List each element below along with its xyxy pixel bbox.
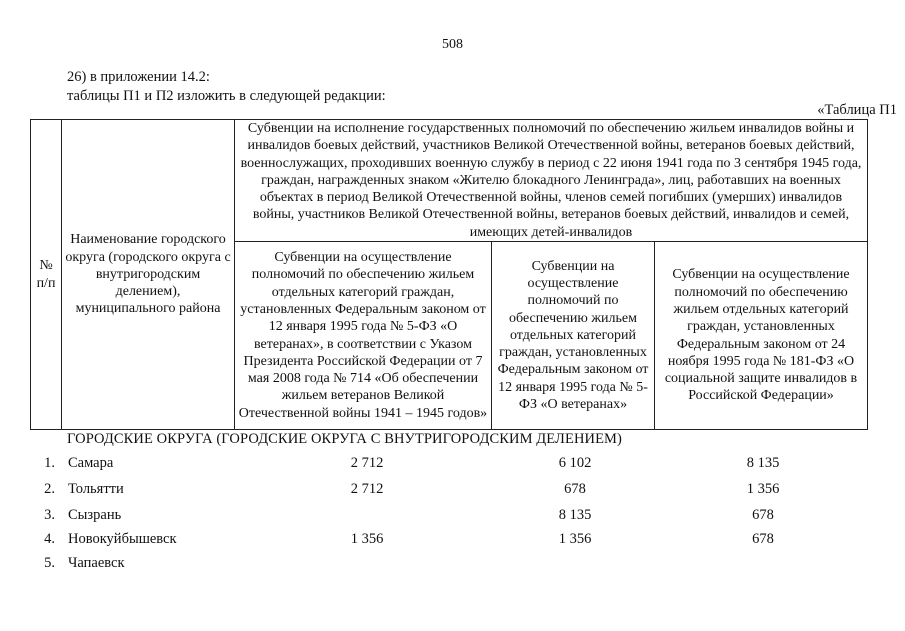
row-value-1: 2 712 bbox=[350, 481, 384, 497]
table-caption: «Таблица П1 bbox=[817, 102, 897, 118]
header-subsidy-presidential-decree: Субвенции на осуществление полномочий по обеспечению жильем отдельных категорий граждан, установленных Федеральным законом от 12 января 1995 года № 5-ФЗ «О ветеранах», в соответствии с Указом Президента Российской Федерации от 7 мая 2008 года № 714 «Об обеспечении жильем ветеранов Великой Отечественной войны 1941 – 1945 годов» bbox=[235, 242, 492, 430]
table-header bbox=[30, 119, 868, 430]
row-name: Новокуйбышевск bbox=[68, 531, 177, 547]
row-number: 1. bbox=[44, 455, 55, 471]
row-name: Самара bbox=[68, 455, 114, 471]
table-row bbox=[0, 481, 905, 501]
intro-line-2: таблицы П1 и П2 изложить в следующей редакции: bbox=[67, 88, 386, 104]
row-value-2: 6 102 bbox=[558, 455, 592, 471]
row-name: Чапаевск bbox=[68, 555, 125, 571]
section-title: ГОРОДСКИЕ ОКРУГА (ГОРОДСКИЕ ОКРУГА С ВНУТРИГОРОДСКИМ ДЕЛЕНИЕМ) bbox=[67, 431, 622, 447]
row-number: 5. bbox=[44, 555, 55, 571]
page-number: 508 bbox=[442, 37, 463, 52]
row-name: Сызрань bbox=[68, 507, 122, 523]
row-value-3: 678 bbox=[752, 507, 774, 523]
table-row bbox=[0, 507, 905, 527]
table-row bbox=[0, 531, 905, 551]
row-value-2: 1 356 bbox=[558, 531, 592, 547]
row-number: 3. bbox=[44, 507, 55, 523]
table-row bbox=[0, 555, 905, 575]
row-value-1: 2 712 bbox=[350, 455, 384, 471]
row-value-3: 8 135 bbox=[746, 455, 780, 471]
row-value-1: 1 356 bbox=[350, 531, 384, 547]
header-number-column: № п/п bbox=[31, 120, 62, 430]
header-subsidy-disabled-law: Субвенции на осуществление полномочий по обеспечению жильем отдельных категорий граждан, установленных Федеральным законом от 24 ноября 1995 года № 181-ФЗ «О социальной защите инвалидов в Российской Федерации» bbox=[655, 242, 868, 430]
row-value-3: 678 bbox=[752, 531, 774, 547]
row-value-2: 678 bbox=[564, 481, 586, 497]
intro-line-1: 26) в приложении 14.2: bbox=[67, 69, 210, 85]
table-row bbox=[0, 455, 905, 475]
header-subsidy-group: Субвенции на исполнение государственных полномочий по обеспечению жильем инвалидов войны и инвалидов боевых действий, участников Великой Отечественной войны, ветеранов боевых действий, военнослужащих, проходивших военную службу в период с 22 июня 1941 года по 3 сентября 1945 года, граждан, награжденных знаком «Жителю блокадного Ленинграда», лиц, работавших на военных объектах в период Великой Отечественной войны, членов семей погибших (умерших) инвалидов войны, участников Великой Отечественной войны, ветеранов боевых действий, инвалидов и семей, имеющих детей-инвалидов bbox=[235, 120, 868, 242]
row-name: Тольятти bbox=[68, 481, 124, 497]
header-name-column: Наименование городского округа (городского округа с внутригородским делением), муниципального района bbox=[62, 120, 235, 430]
header-subsidy-veterans-law: Субвенции на осуществление полномочий по обеспечению жильем отдельных категорий граждан, установленных Федеральным законом от 12 января 1995 года № 5-ФЗ «О ветеранах» bbox=[492, 242, 655, 430]
row-value-2: 8 135 bbox=[558, 507, 592, 523]
row-number: 4. bbox=[44, 531, 55, 547]
row-value-3: 1 356 bbox=[746, 481, 780, 497]
row-number: 2. bbox=[44, 481, 55, 497]
